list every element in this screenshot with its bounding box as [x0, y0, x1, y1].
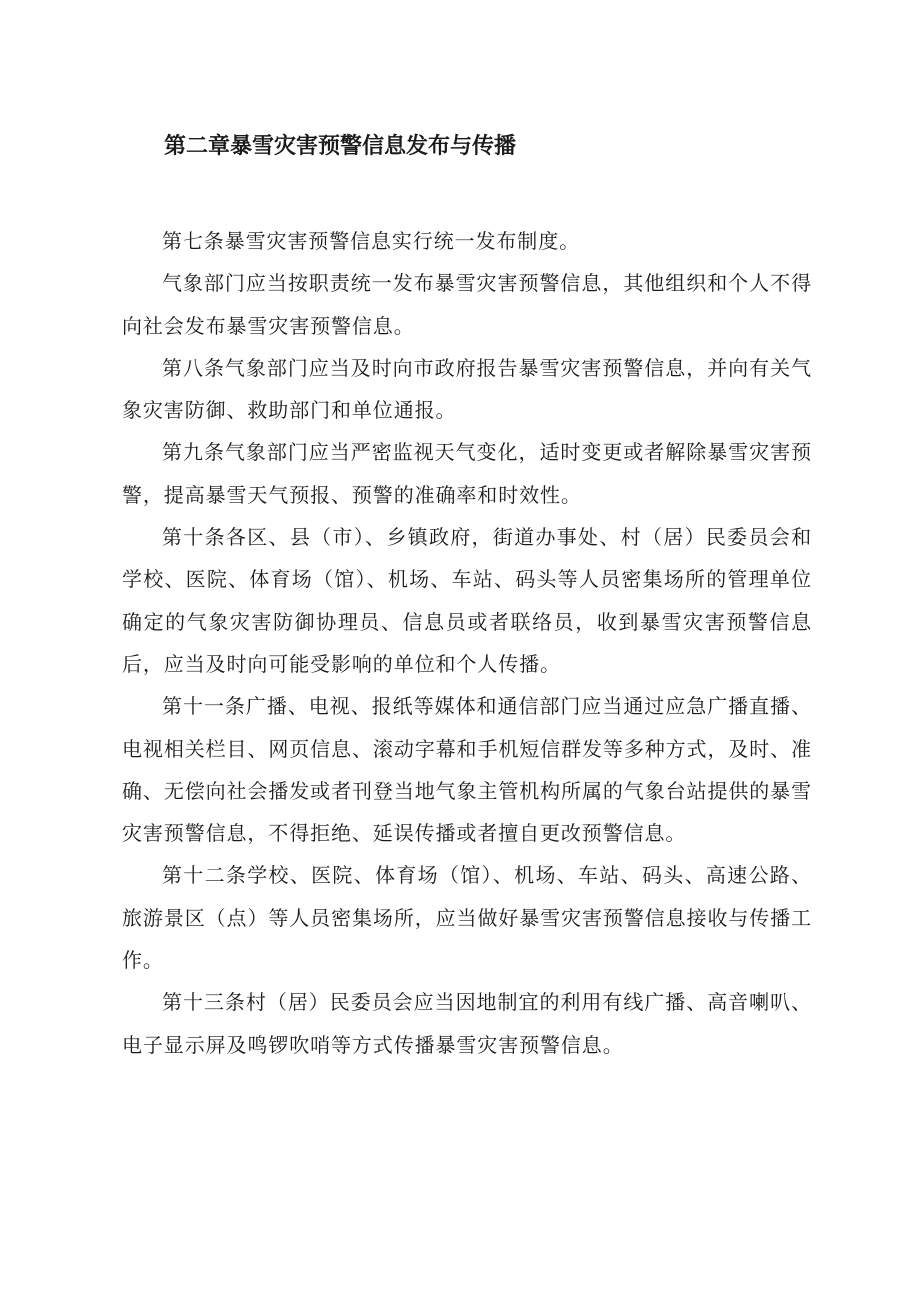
- chapter-title: 第二章暴雪灾害预警信息发布与传播: [164, 134, 517, 159]
- paragraph-article-11: 第十一条广播、电视、报纸等媒体和通信部门应当通过应急广播直播、电视相关栏目、网页信息、滚动字幕和手机短信群发等多种方式，及时、准确、无偿向社会播发或者刊登当地气象主管机构所属的气象台站提供的暴雪灾害预警信息，不得拒绝、延误传播或者擅自更改预警信息。: [122, 694, 812, 846]
- paragraph-article-10: 第十条各区、县（市）、乡镇政府，街道办事处、村（居）民委员会和学校、医院、体育场（馆）、机场、车站、码头等人员密集场所的管理单位确定的气象灾害防御协理员、信息员或者联络员，收到暴雪灾害预警信息后，应当及时向可能受影响的单位和个人传播。: [122, 525, 812, 676]
- paragraph-article-12: 第十二条学校、医院、体育场（馆）、机场、车站、码头、高速公路、旅游景区（点）等人员密集场所，应当做好暴雪灾害预警信息接收与传播工作。: [122, 863, 812, 973]
- paragraph-article-7: 第七条暴雪灾害预警信息实行统一发布制度。: [162, 229, 580, 253]
- paragraph-article-7-detail: 气象部门应当按职责统一发布暴雪灾害预警信息，其他组织和个人不得向社会发布暴雪灾害预警信息。: [122, 271, 812, 338]
- paragraph-article-8: 第八条气象部门应当及时向市政府报告暴雪灾害预警信息，并向有关气象灾害防御、救助部门和单位通报。: [122, 355, 812, 423]
- paragraph-article-9: 第九条气象部门应当严密监视天气变化，适时变更或者解除暴雪灾害预警，提高暴雪天气预报、预警的准确率和时效性。: [122, 440, 812, 507]
- paragraph-article-13: 第十三条村（居）民委员会应当因地制宜的利用有线广播、高音喇叭、电子显示屏及鸣锣吹哨等方式传播暴雪灾害预警信息。: [122, 990, 812, 1057]
- chapter-body: [122, 220, 812, 1066]
